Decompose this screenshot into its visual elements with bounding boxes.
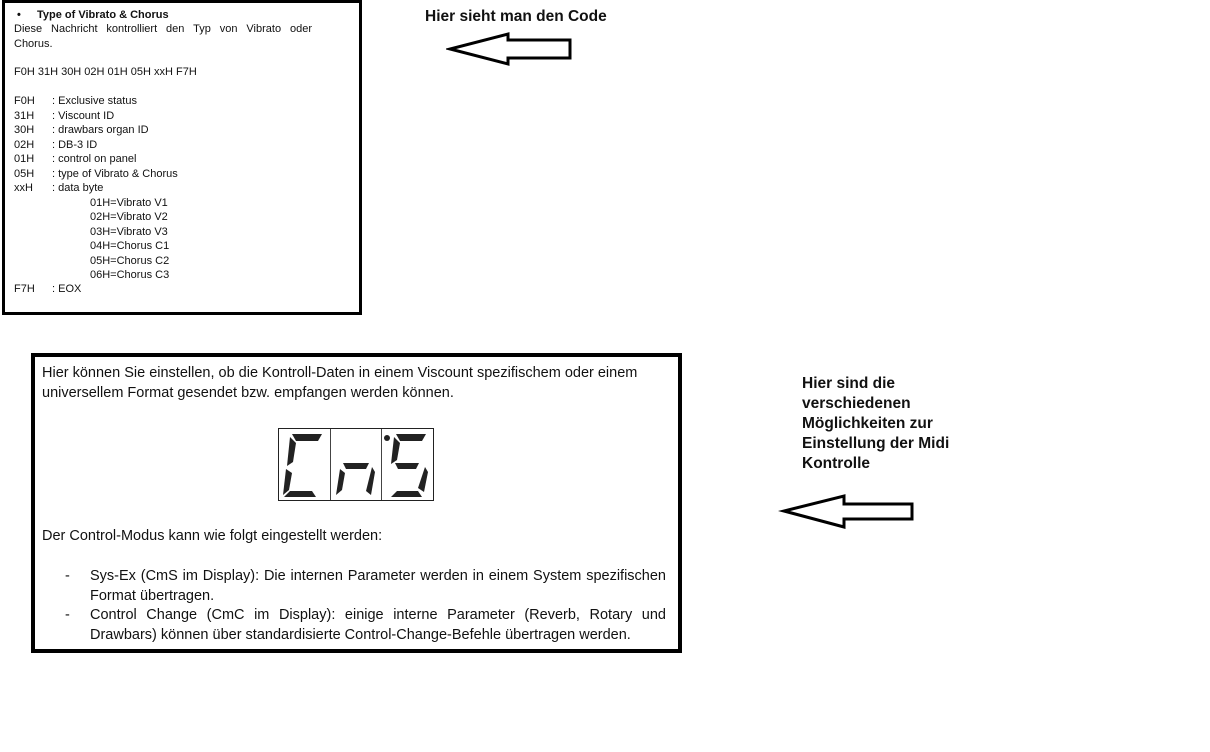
row-key: 02H	[14, 138, 35, 151]
row-value: : Viscount ID	[52, 109, 115, 122]
data-value-item: 01H=Vibrato V1	[90, 196, 168, 209]
row-value: : Exclusive status	[52, 95, 137, 107]
data-value-item: 02H=Vibrato V2	[90, 211, 168, 223]
row-key: F0H	[14, 95, 35, 107]
row-value: : data byte	[52, 182, 104, 194]
bullet: •	[17, 9, 21, 21]
code-annotation: Hier sieht man den Code	[425, 8, 607, 25]
row-key: F7H	[14, 283, 35, 295]
spec-title-text: Type of Vibrato & Chorus	[37, 9, 169, 21]
sysex-spec-box	[2, 0, 362, 315]
data-value-item: 04H=Chorus C1	[90, 240, 170, 252]
control-mode-box	[31, 353, 682, 653]
row-key: 01H	[14, 153, 35, 165]
row-value: : EOX	[52, 283, 82, 295]
list-text: Control Change (CmC im Display): einige interne Parameter (Reverb, Rotary und Drawbars) können über standardisierte Control-Change-Befehle übertragen werden.	[90, 607, 666, 643]
list-dash: -	[65, 568, 70, 584]
row-key: 31H	[14, 109, 35, 122]
mode-heading: Der Control-Modus kann wie folgt eingestellt werden:	[42, 528, 383, 544]
row-key: 30H	[14, 124, 35, 136]
list-text: Sys-Ex (CmS im Display): Die internen Parameter werden in einem System spezifischen Format übertragen.	[90, 568, 666, 604]
spec-title	[17, 9, 169, 21]
left-arrow-icon	[446, 32, 574, 66]
row-value: : type of Vibrato & Chorus	[52, 167, 178, 180]
row-value: : DB-3 ID	[52, 138, 98, 151]
spec-code-line: F0H 31H 30H 02H 01H 05H xxH F7H	[14, 66, 197, 78]
data-value-item: 03H=Vibrato V3	[90, 225, 168, 238]
row-key: xxH	[14, 182, 33, 194]
row-key: 05H	[14, 167, 35, 180]
control-intro: Hier können Sie einstellen, ob die Kontroll-Daten in einem Viscount spezifischem oder einem universellem Format gesendet bzw. empfangen werden können.	[42, 365, 638, 401]
options-annotation: Hier sind die verschiedenen Möglichkeiten zur Einstellung der Midi Kontrolle	[802, 375, 950, 472]
spec-description: Diese Nachricht kontrolliert den Typ von Vibrato oder Chorus.	[14, 23, 312, 50]
row-value: : control on panel	[52, 153, 137, 165]
list-dash: -	[65, 607, 70, 623]
left-arrow-icon	[778, 492, 916, 532]
data-value-item: 06H=Chorus C3	[90, 269, 170, 281]
data-value-item: 05H=Chorus C2	[90, 254, 170, 267]
seven-segment-display	[278, 428, 434, 501]
row-value: : drawbars organ ID	[52, 124, 149, 136]
display-segments	[279, 429, 435, 502]
